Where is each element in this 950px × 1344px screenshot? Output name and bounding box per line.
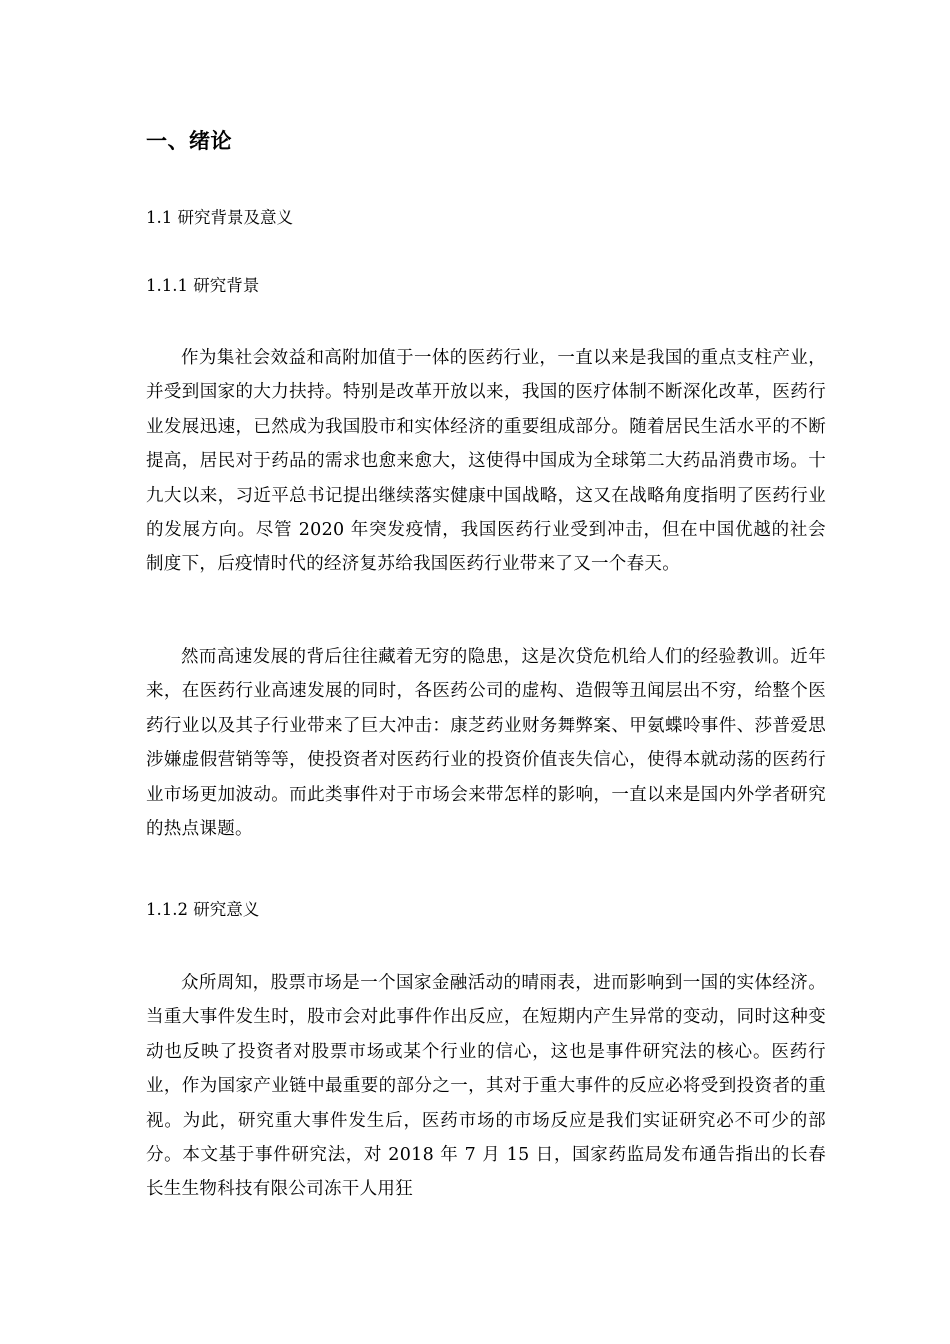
chapter-title: 一、绪论 [146, 129, 232, 153]
section-heading-1-1-2: 1.1.2 研究意义 [146, 900, 260, 919]
section-heading-1-1: 1.1 研究背景及意义 [146, 208, 293, 227]
document-page [146, 0, 826, 1344]
section-heading-1-1-1: 1.1.1 研究背景 [146, 276, 260, 295]
paragraph-background-2: 然而高速发展的背后往往藏着无穷的隐患，这是次贷危机给人们的经验教训。近年来，在医药行业高速发展的同时，各医药公司的虚构、造假等丑闻层出不穷，给整个医药行业以及其子行业带来了巨大冲击：康芝药业财务舞弊案、甲氨蝶呤事件、莎普爱思涉嫌虚假营销等等，使投资者对医药行业的投资价值丧失信心，使得本就动荡的医药行业市场更加波动。而此类事件对于市场会来带怎样的影响，一直以来是国内外学者研究的热点课题。 [146, 647, 826, 840]
paragraph-significance-1: 众所周知，股票市场是一个国家金融活动的晴雨表，进而影响到一国的实体经济。当重大事件发生时，股市会对此事件作出反应，在短期内产生异常的变动，同时这种变动也反映了投资者对股票市场或某个行业的信心，这也是事件研究法的核心。医药行业，作为国家产业链中最重要的部分之一，其对于重大事件的反应必将受到投资者的重视。为此，研究重大事件发生后，医药市场的市场反应是我们实证研究必不可少的部分。本文基于事件研究法，对 2018 年 7 月 15 日，国家药监局发布通告指出的长春长生生物科技有限公司冻干人用狂 [146, 973, 826, 1200]
paragraph-background-1: 作为集社会效益和高附加值于一体的医药行业，一直以来是我国的重点支柱产业，并受到国家的大力扶持。特别是改革开放以来，我国的医疗体制不断深化改革，医药行业发展迅速，已然成为我国股市和实体经济的重要组成部分。随着居民生活水平的不断提高，居民对于药品的需求也愈来愈大，这使得中国成为全球第二大药品消费市场。十九大以来，习近平总书记提出继续落实健康中国战略，这又在战略角度指明了医药行业的发展方向。尽管 2020 年突发疫情，我国医药行业受到冲击，但在中国优越的社会制度下，后疫情时代的经济复苏给我国医药行业带来了又一个春天。 [146, 348, 826, 575]
